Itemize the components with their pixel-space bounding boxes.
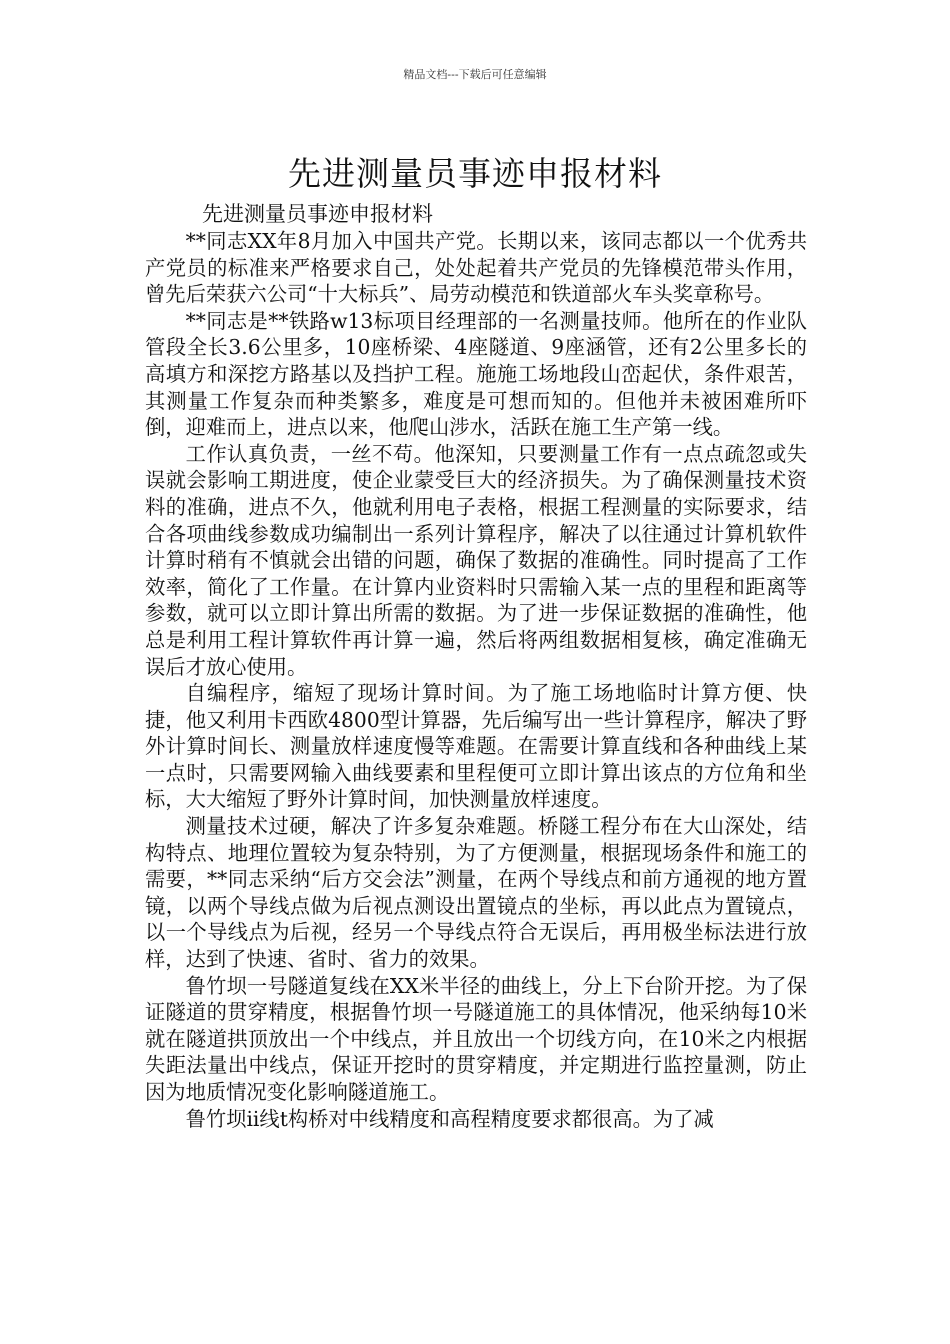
- header-note: 精品文档---下载后可任意编辑: [403, 68, 547, 81]
- paragraph: **同志是**铁路w13标项目经理部的一名测量技师。他所在的作业队管段全长3.6公里多，10座桥梁、4座隧道、9座涵管，还有2公里多长的高填方和深挖方路基以及挡护工程。施施工场地段山峦起伏，条件艰苦，其测量工作复杂而种类繁多，难度是可想而知的。但他并未被困难所吓倒，迎难而上，进点以来，他爬山涉水，活跃在施工生产第一线。: [145, 308, 807, 440]
- document-title: 先进测量员事迹申报材料: [288, 154, 662, 194]
- paragraph: 鲁竹坝一号隧道复线在XX米半径的曲线上，分上下台阶开挖。为了保证隧道的贯穿精度，根据鲁竹坝一号隧道施工的具体情况，他采纳每10米就在隧道拱顶放出一个中线点，并且放出一个切线方向，在10米之内根据失距法量出中线点，保证开挖时的贯穿精度，并定期进行监控量测，防止因为地质情况变化影响隧道施工。: [145, 973, 807, 1104]
- body-text: [145, 228, 807, 1132]
- document-subtitle: 先进测量员事迹申报材料: [202, 202, 433, 226]
- paragraph: 鲁竹坝ii线t构桥对中线精度和高程精度要求都很高。为了减: [185, 1106, 714, 1131]
- paragraph: 自编程序，缩短了现场计算时间。为了施工场地临时计算方便、快捷，他又利用卡西欧4800型计算器，先后编写出一些计算程序，解决了野外计算时间长、测量放样速度慢等难题。在需要计算直线和各种曲线上某一点时，只需要网输入曲线要素和里程便可立即计算出该点的方位角和坐标，大大缩短了野外计算时间，加快测量放样速度。: [145, 681, 807, 812]
- paragraph: **同志XX年8月加入中国共产党。长期以来，该同志都以一个优秀共产党员的标准来严格要求自己，处处起着共产党员的先锋模范带头作用，曾先后荣获六公司“十大标兵”、局劳动模范和铁道部火车头奖章称号。: [145, 229, 807, 307]
- paragraph: 工作认真负责，一丝不苟。他深知，只要测量工作有一点点疏忽或失误就会影响工期进度，使企业蒙受巨大的经济损失。为了确保测量技术资料的准确，进点不久，他就利用电子表格，根据工程测量的实际要求，结合各项曲线参数成功编制出一系列计算程序，解决了以往通过计算机软件计算时稍有不慎就会出错的问题，确保了数据的准确性。同时提高了工作效率，简化了工作量。在计算内业资料时只需输入某一点的里程和距离等参数，就可以立即计算出所需的数据。为了进一步保证数据的准确性，他总是利用工程计算软件再计算一遍，然后将两组数据相复核，确定准确无误后才放心使用。: [145, 441, 807, 679]
- paragraph: 测量技术过硬，解决了许多复杂难题。桥隧工程分布在大山深处，结构特点、地理位置较为复杂特别，为了方便测量，根据现场条件和施工的需要，**同志采纳“后方交会法”测量，在两个导线点和前方通视的地方置镜，以两个导线点做为后视点测设出置镜点的坐标，再以此点为置镜点，以一个导线点为后视，经另一个导线点符合无误后，再用极坐标法进行放样，达到了快速、省时、省力的效果。: [145, 814, 807, 972]
